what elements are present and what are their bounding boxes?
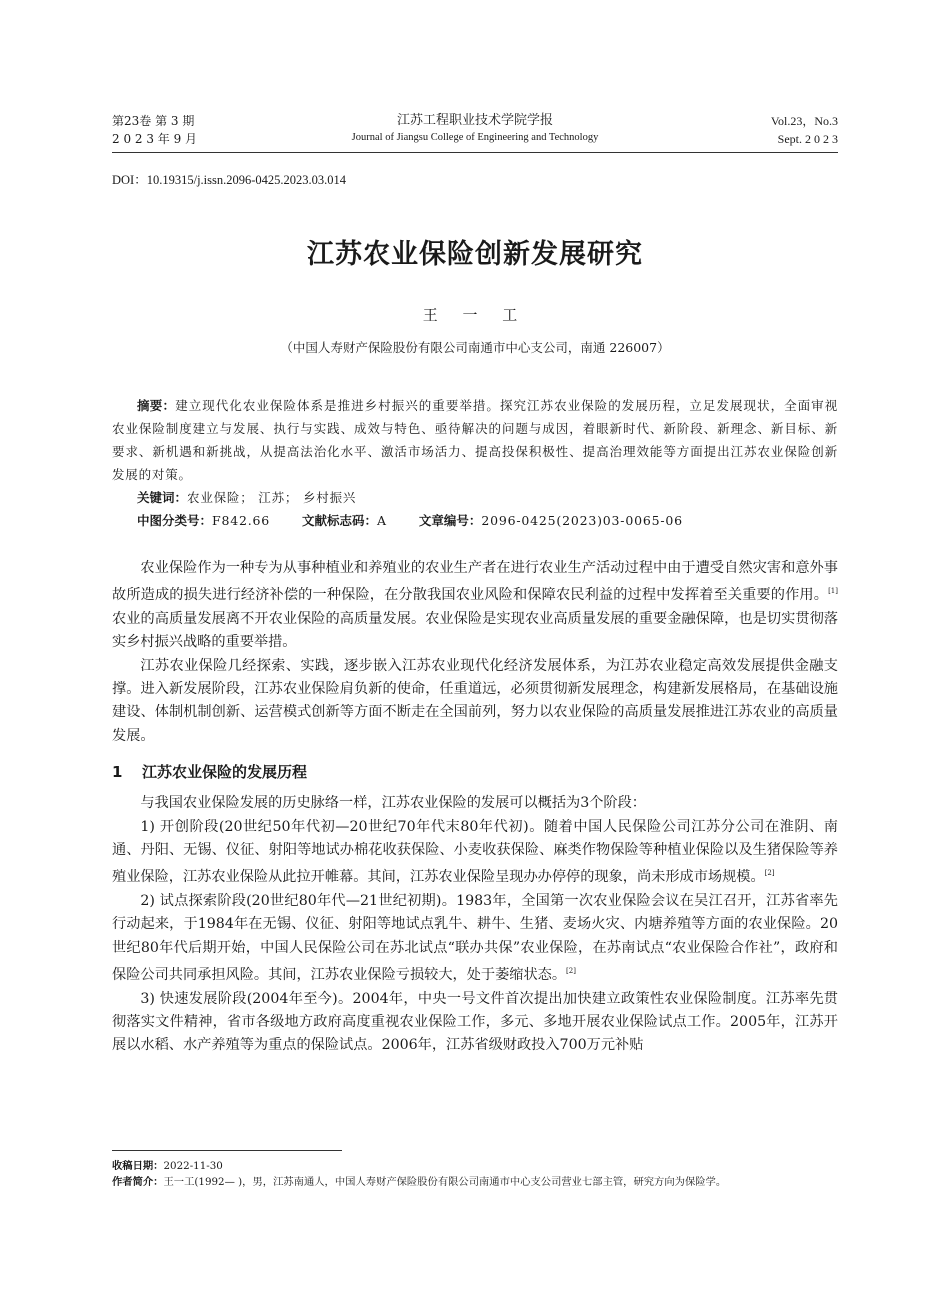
citation-ref: [2] [566,967,576,976]
footnote [112,1158,838,1190]
paragraph: 与我国农业保险发展的历史脉络一样，江苏农业保险的发展可以概括为3个阶段： [140,795,646,812]
received-date: 收稿日期：2022-11-30 [112,1160,223,1172]
article-no-label: 文章编号： [418,513,482,528]
clc-value: F842.66 [212,513,271,528]
header-center [112,112,838,146]
footnote-divider [112,1150,342,1151]
section-title: 江苏农业保险的发展历程 [142,763,308,782]
abstract-label: 摘要： [137,398,176,413]
volume-issue: 第23卷 第 3 期 [112,114,195,128]
article-no-value: 2096-0425(2023)03-0065-06 [481,513,683,528]
issue-date-cn: 2 0 2 3 年 9 月 [112,132,198,146]
paragraph: 农业保险作为一种专为从事种植业和养殖业的农业生产者在进行农业生产活动过程中由于遭受自然灾害和意外事故所造成的损失进行经济补偿的一种保险，在分散我国农业风险和保障农民利益的过程中发挥着至关重要的作用。[1]农业的高质量发展离不开农业保险的高质量发展。农业保险是实现农业高质量发展的重要金融保障，也是切实贯彻落实乡村振兴战略的重要举措。 [112,560,838,651]
abstract [112,394,838,486]
clc-label: 中图分类号： [137,513,213,528]
paragraph: 3) 快速发展阶段(2004年至今)。2004年，中央一号文件首次提出加快建立政策性农业保险制度。江苏率先贯彻落实文件精神，省市各级地方政府高度重视农业保险工作，多元、多地开展农业保险试点工作。2005年，江苏开展以水稻、水产养殖等为重点的保险试点。2006年，江苏省级财政投入700万元补贴 [112,990,838,1054]
paragraph: 2) 试点探索阶段(20世纪80年代—21世纪初期)。1983年，全国第一次农业保险会议在吴江召开，江苏省率先行动起来，于1984年在无锡、仪征、射阳等地试点乳牛、耕牛、生猪、麦场火灾、内塘养殖等方面的农业保险。20世纪80年代后期开始，中国人民保险公司在苏北试点“联办共保”农业保险，在苏南试点“农业保险合作社”，政府和保险公司共同承担风险。其间，江苏农业保险亏损较大，处于萎缩状态。[2] [112,892,838,984]
journal-title-cn: 江苏工程职业技术学院学报 [396,113,553,128]
citation-ref: [1] [828,587,838,596]
paper-title: 江苏农业保险创新发展研究 [307,239,643,270]
abstract-block [112,394,838,532]
volume-en: Vol.23，No.3 [770,114,838,128]
abstract-text: 建立现代化农业保险体系是推进乡村振兴的重要举措。探究江苏农业保险的发展历程，立足发展现状，全面审视农业保险制度建立与发展、执行与实践、成效与特色、亟待解决的问题与成因，着眼新时代、新阶段、新理念、新目标、新要求、新机遇和新挑战，从提高法治化水平、激活市场活力、提高投保积极性、提高治理效能等方面提出江苏农业保险创新发展的对策。 [112,398,838,482]
author-bio: 作者简介：王一工(1992— )，男，江苏南通人，中国人寿财产保险股份有限公司南通市中心支公司营业七部主管，研究方向为保险学。 [112,1176,727,1188]
keywords [112,486,838,509]
header-right [771,112,838,148]
paragraph: 1) 开创阶段(20世纪50年代初—20世纪70年代末80年代初)。随着中国人民保险公司江苏分公司在淮阴、南通、丹阳、无锡、仪征、射阳等地试办棉花收获保险、小麦收获保险、麻类作物保险等种植业保险以及生猪保险等养殖业保险，江苏农业保险从此拉开帷幕。其间，江苏农业保险呈现办办停停的现象，尚未形成市场规模。[2] [112,818,838,886]
paragraph: 江苏农业保险几经探索、实践，逐步嵌入江苏农业现代化经济发展体系，为江苏农业稳定高效发展提供金融支撑。进入新发展阶段，江苏农业保险肩负新的使命，任重道远，必须贯彻新发展理念，构建新发展格局，在基础设施建设、体制机制创新、运营模式创新等方面不断走在全国前列，努力以农业保险的高质量发展推进江苏农业的高质量发展。 [112,657,838,744]
issue-date-en: Sept. 2 0 2 3 [777,132,838,146]
doc-code-label: 文献标志码： [302,513,378,528]
section-heading [112,760,838,784]
doc-code-value: A [377,513,387,528]
section-number: 1 [112,763,123,782]
main-text [112,557,838,1058]
journal-title-en: Journal of Jiangsu College of Engineering and Technology [351,132,599,143]
classification-line [112,509,838,532]
keywords-text: 农业保险； 江苏； 乡村振兴 [187,490,357,505]
citation-ref: [2] [764,869,775,878]
author-name: 王 一 工 [422,306,528,324]
keywords-label: 关键词： [137,490,188,505]
author-affiliation: （中国人寿财产保险股份有限公司南通市中心支公司，南通 226007） [280,340,670,355]
doi: DOI：10.19315/j.issn.2096-0425.2023.03.014 [112,173,347,187]
header-divider [112,152,838,153]
running-header [112,112,838,152]
